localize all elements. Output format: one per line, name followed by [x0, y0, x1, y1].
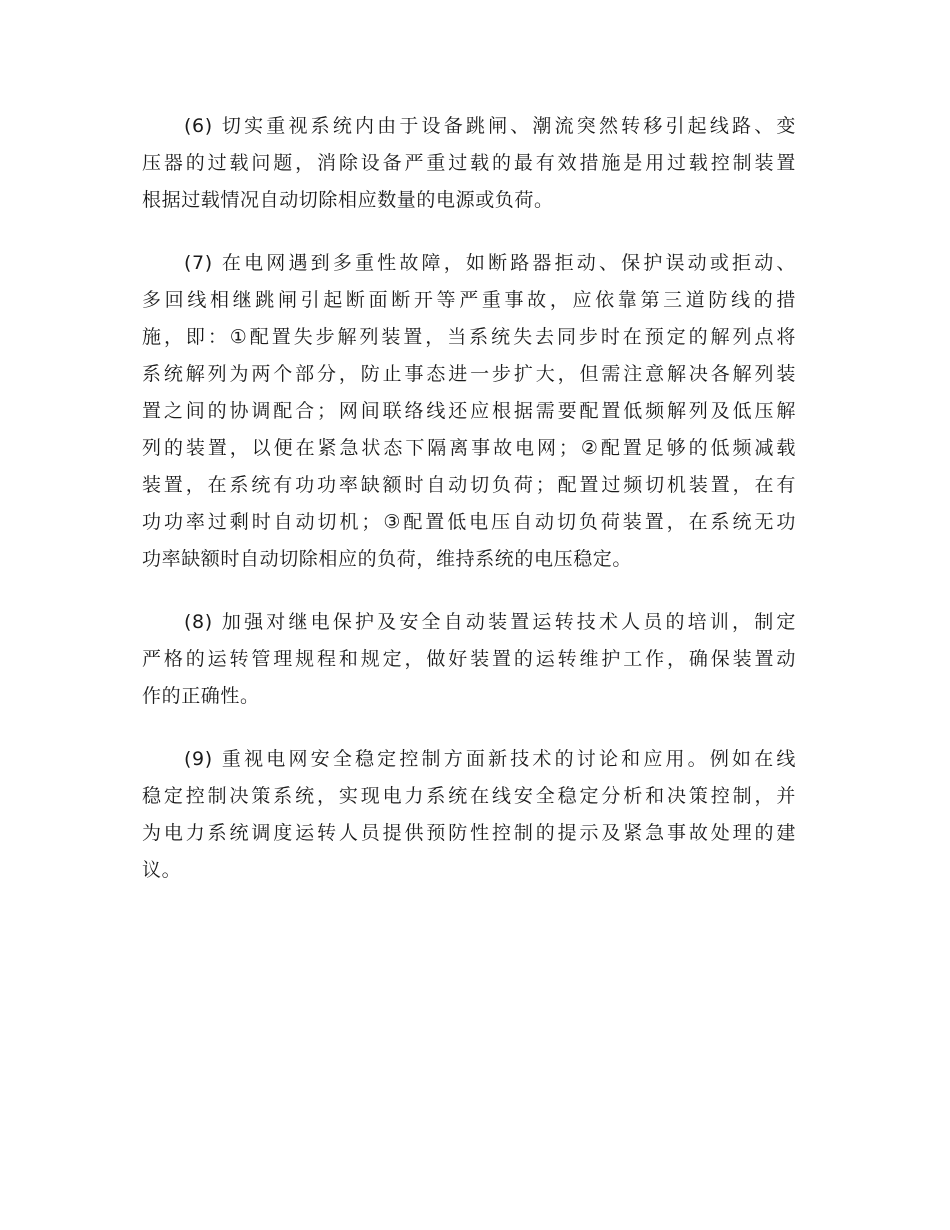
text-line: 稳定控制决策系统，实现电力系统在线安全稳定分析和决策控制，并: [142, 785, 796, 807]
text-line: 多回线相继跳闸引起断面断开等严重事故，应依靠第三道防线的措: [142, 289, 796, 311]
text-line: 严格的运转管理规程和规定，做好装置的运转维护工作，确保装置动: [142, 648, 796, 670]
paragraph-7: [142, 245, 796, 578]
paragraph-6: [142, 108, 796, 219]
text-line: (9) 重视电网安全稳定控制方面新技术的讨论和应用。例如在线: [184, 748, 796, 770]
text-line: 功功率过剩时自动切机；③配置低电压自动切负荷装置，在系统无功: [142, 511, 796, 533]
text-line: (7) 在电网遇到多重性故障，如断路器拒动、保护误动或拒动、: [184, 252, 796, 274]
text-line: 作的正确性。: [142, 685, 260, 707]
document-body: [142, 108, 796, 889]
text-line: 功率缺额时自动切除相应的负荷，维持系统的电压稳定。: [142, 548, 633, 570]
text-line: 列的装置，以便在紧急状态下隔离事故电网；②配置足够的低频减载: [142, 437, 796, 459]
text-line: 根据过载情况自动切除相应数量的电源或负荷。: [142, 189, 554, 211]
text-line: 为电力系统调度运转人员提供预防性控制的提示及紧急事故处理的建: [142, 822, 796, 844]
text-line: 压器的过载问题，消除设备严重过载的最有效措施是用过载控制装置: [142, 152, 796, 174]
text-line: (6) 切实重视系统内由于设备跳闸、潮流突然转移引起线路、变: [184, 115, 796, 137]
text-line: (8) 加强对继电保护及安全自动装置运转技术人员的培训，制定: [184, 611, 796, 633]
text-line: 议。: [142, 859, 182, 881]
text-line: 施，即：①配置失步解列装置，当系统失去同步时在预定的解列点将: [142, 326, 796, 348]
text-line: 系统解列为两个部分，防止事态进一步扩大，但需注意解决各解列装: [142, 363, 796, 385]
text-line: 装置，在系统有功功率缺额时自动切负荷；配置过频切机装置，在有: [142, 474, 796, 496]
paragraph-9: [142, 741, 796, 889]
paragraph-8: [142, 604, 796, 715]
text-line: 置之间的协调配合；网间联络线还应根据需要配置低频解列及低压解: [142, 400, 796, 422]
